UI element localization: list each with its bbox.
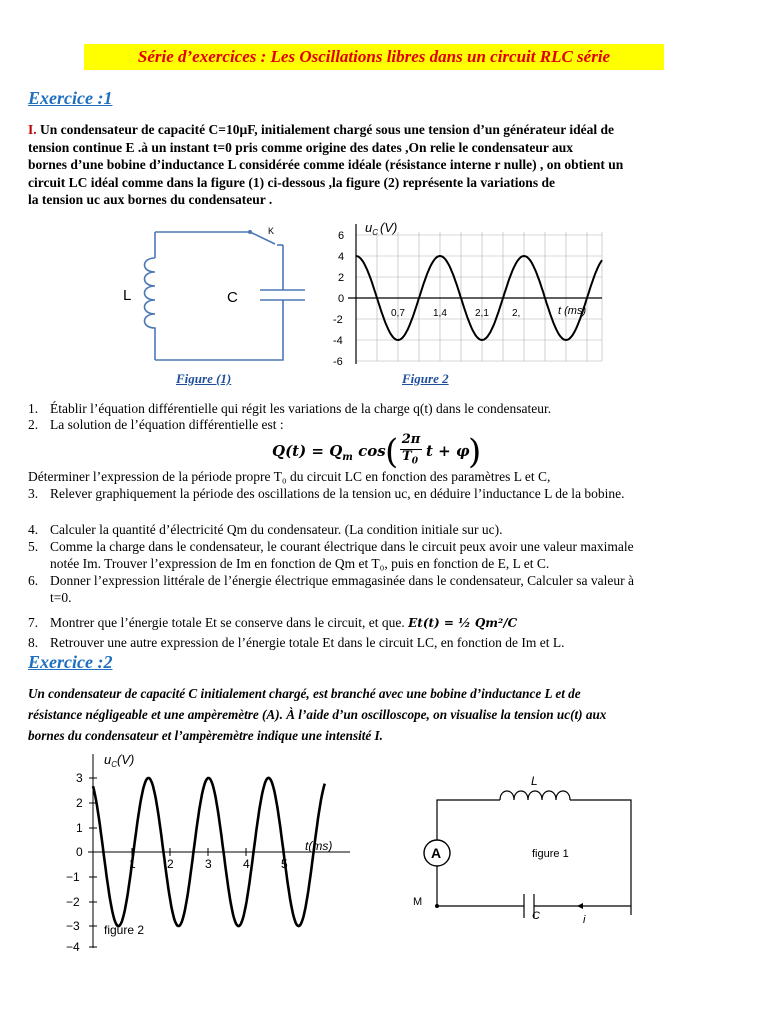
intro-line-1: Un condensateur de capacité C=10µF, initialement chargé sous une tension d’un générateur idéal de <box>40 122 614 137</box>
ex2-ytick: 2 <box>76 796 83 810</box>
figure-1-lc-circuit <box>115 220 315 370</box>
ex2-xtick: 2 <box>167 857 174 871</box>
svg-text:uC(V) <box>365 220 397 237</box>
ex2-label-L: L <box>531 774 538 788</box>
fig1-label-K: K <box>268 226 275 236</box>
ex2-ylabel-sub: C <box>111 760 118 769</box>
ex2-graph-caption: figure 2 <box>104 923 145 937</box>
figure-2-graph <box>328 218 610 368</box>
ex2-ytick: −2 <box>66 895 80 909</box>
ex2-xtick: 4 <box>243 857 250 871</box>
exercise-2-circuit <box>400 770 650 930</box>
exercise-1-intro <box>28 121 748 209</box>
question-7: 7. Montrer que l’énergie totale Et se conserve dans le circuit, et que. Et(t) = ½ Qm²/C <box>28 615 518 630</box>
question-6: 6. Donner l’expression littérale de l’énergie électrique emmagasinée dans le condensateur, Calculer sa valeur à <box>28 573 634 588</box>
question-2: 2. La solution de l’équation différentielle est : <box>28 417 284 432</box>
ex2-ytick: 1 <box>76 821 83 835</box>
question-6-cont: t=0. <box>50 590 72 605</box>
figure-2-caption: Figure 2 <box>402 371 449 386</box>
intro-line-4: circuit LC idéal comme dans la figure (1) ci-dessous ,la figure (2) représente la variations de <box>28 174 555 190</box>
ex2-ytick: −4 <box>66 940 80 954</box>
question-1: 1. Établir l’équation différentielle qui régit les variations de la charge q(t) dans le condensateur. <box>28 401 552 416</box>
fig2-ytick: 6 <box>338 230 345 242</box>
ex2-xtick: 5 <box>281 857 288 871</box>
roman-numeral: I. <box>28 122 37 137</box>
ex2-ytick: −1 <box>66 870 80 884</box>
fig2-ytick: -6 <box>333 356 343 368</box>
intro-line-3: bornes d’une bobine d’inductance L considérée comme idéale (résistance interne r nulle) , on obtient un <box>28 157 624 172</box>
ex2-xtick: 1 <box>129 857 136 871</box>
ex2-circuit-caption: figure 1 <box>532 848 569 860</box>
fig1-label-L: L <box>123 287 132 304</box>
fig2-ytick: 0 <box>338 293 345 305</box>
page-title: Série d’exercices : Les Oscillations libres dans un circuit RLC série <box>84 44 664 70</box>
fig2-ytick: 4 <box>338 251 345 263</box>
fig2-ytick: -2 <box>333 314 343 326</box>
exercise-1-heading: Exercice :1 <box>28 88 113 108</box>
ex2-label-M: M <box>413 896 423 908</box>
exercise-2-heading: Exercice :2 <box>28 652 113 672</box>
fig2-xtick: 2, <box>512 308 521 319</box>
question-5-cont: notée Im. Trouver l’expression de Im en fonction de Qm et T₀, puis en fonction de E, L et C. <box>50 556 550 571</box>
exercise-2-graph <box>60 748 360 958</box>
formula-q-t: $Q(t) = Q_m$ cos ( 2π $T_0$ t + φ ) <box>272 432 482 472</box>
intro-line-5: la tension uc aux bornes du condensateur . <box>28 192 273 207</box>
ex2-line-2: résistance négligeable et une ampèremètre (A). À l’aide d’un oscilloscope, on visualise la tension uc(t) aux <box>28 707 607 722</box>
figure-1-caption: Figure (1) <box>176 371 232 386</box>
ex2-line-1: Un condensateur de capacité C initialement chargé, est branché avec une bobine d’inductance L et de <box>28 686 581 701</box>
ex2-ylabel-unit: (V) <box>117 752 135 767</box>
ex2-xlabel: t(ms) <box>305 839 333 853</box>
fig2-xtick: 1,4 <box>433 308 447 319</box>
fig2-ylabel: u <box>365 220 373 235</box>
ex2-ylabel: u <box>104 752 112 767</box>
question-8: 8. Retrouver une autre expression de l’énergie totale Et dans le circuit LC, en fonction de Im et L. <box>28 635 565 650</box>
ammeter-label: A <box>431 845 442 861</box>
energy-formula: Et(t) = ½ Qm²/C <box>408 616 518 630</box>
ex2-ytick: 3 <box>76 771 83 785</box>
fig1-label-C: C <box>227 289 238 306</box>
fig2-xlabel: t (ms) <box>558 305 587 317</box>
svg-text:uC(V) <box>104 752 134 769</box>
intro-line-2: tension continue E .à un instant t=0 pris comme origine des dates ,On relie le condensateur aux <box>28 139 573 155</box>
fig2-xtick: 2,1 <box>475 308 489 319</box>
ex2-line-3: bornes du condensateur et l’ampèremètre indique une intensité I. <box>28 728 383 743</box>
ex2-ytick: −3 <box>66 919 80 933</box>
fig2-ytick: -4 <box>333 335 343 347</box>
question-2b: Déterminer l’expression de la période propre T₀ du circuit LC en fonction des paramètres L et C, <box>28 469 551 484</box>
fig2-xtick: 0,7 <box>391 308 405 319</box>
ex2-xtick: 3 <box>205 857 212 871</box>
ex2-label-C: C <box>532 910 540 922</box>
exercise-2-text <box>28 683 748 746</box>
question-3: 3. Relever graphiquement la période des oscillations de la tension uc, en déduire l’inductance L de la bobine. <box>28 486 625 501</box>
fig2-ylabel-unit: (V) <box>380 220 398 235</box>
ex2-label-i: i <box>583 914 586 926</box>
fig2-ytick: 2 <box>338 272 345 284</box>
question-5: 5. Comme la charge dans le condensateur, le courant électrique dans le circuit peux avoir une valeur maximale <box>28 539 634 554</box>
ex2-ytick: 0 <box>76 845 83 859</box>
fig2-ylabel-sub: C <box>372 228 379 237</box>
question-4: 4. Calculer la quantité d’électricité Qm du condensateur. (La condition initiale sur uc). <box>28 522 503 537</box>
